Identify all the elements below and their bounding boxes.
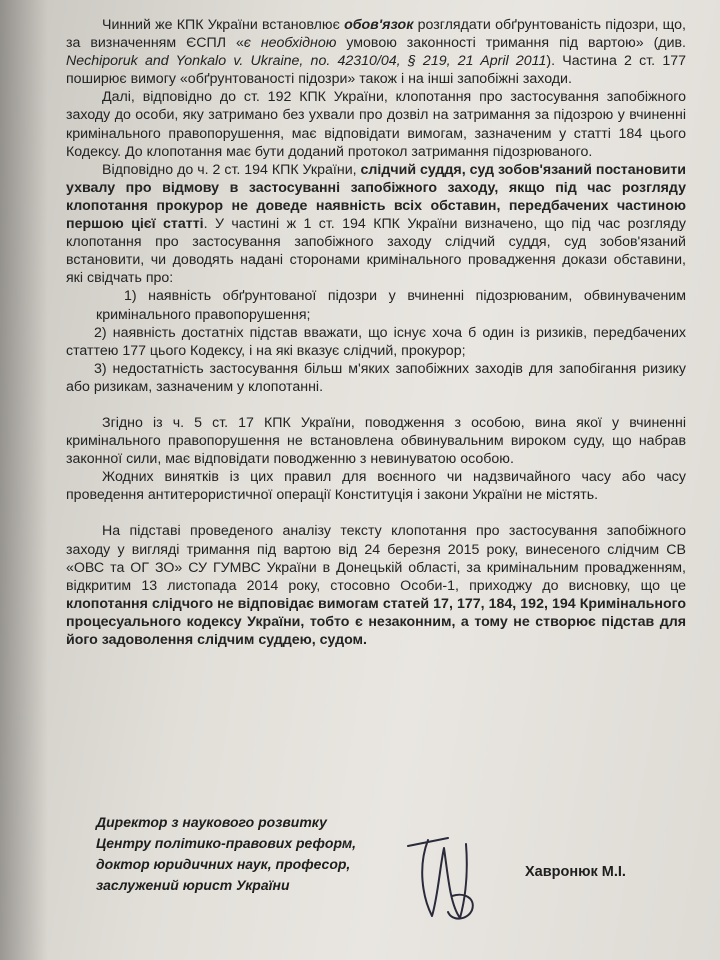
signatory-line: Центру політико-правових реформ, [96,835,357,851]
spacer [66,396,686,414]
text-run: Чинний же КПК України встановлює [102,17,345,33]
paragraph-2: Далі, відповідно до ст. 192 КПК України, клопотання про застосування запобіжного заходу до особи, яку затримано без ухвали про дозвіл на затримання за підозрою у вчиненні кримінального правопорушення, має відповідати вимогам, зазначеним у статті 184 цього Кодексу. До клопотання має бути доданий протокол затримання підозрюваного. [66,89,686,160]
signatory-line: заслужений юрист України [96,877,290,893]
paragraph-3 [66,161,686,288]
paragraph-1 [66,16,686,88]
signatory-line: доктор юридичних наук, професор, [96,856,351,872]
text-run: розглядати обґрунтованість підозри, що, за визначенням ЄСПЛ « [66,17,686,52]
signatory-title [96,812,416,896]
signatory-line: Директор з наукового розвитку [96,814,327,830]
paragraph-5: Жодних винятків із цих правил для воєнного чи надзвичайного часу або часу проведення антитерористичної операції Конституція і закони України не містять. [66,469,686,504]
signatory-name: Хавронюк М.І. [525,864,626,880]
page-edge-shadow [0,0,48,960]
text-run: умовою законності тримання під вартою» (див. [336,35,686,52]
list-item-3: 3) недостатність застосування більш м'яких запобіжних заходів для запобігання ризику або ризикам, зазначеним у клопотанні. [66,360,686,395]
list-item-1: 1) наявність обґрунтованої підозри у вчиненні підозрюваним, обвинуваченим кримінального правопорушення; [96,288,686,323]
paragraph-4: Згідно із ч. 5 ст. 17 КПК України, поводження з особою, вина якої у вчиненні кримінального правопорушення не встановлена обвинувальним вироком суду, що набрав законної сили, має відповідати поводженню з невинуватою особою. [66,414,686,468]
bold-text: слідчий суддя, суд зобов'язаний постановити ухвалу про відмову в застосуванні запобіжного заходу, якщо під час розгляду клопотання прокурор не доведе наявність всіх обставин, передбачених частиною першою цієї статті [66,161,686,233]
text-run: Відповідно до ч. 2 ст. 194 КПК України, [102,161,361,178]
document-body [66,16,686,649]
text-run: ). Частина 2 ст. 177 поширює вимогу «обґрунтованості підозри» також і на інші запобіжні заходи. [66,53,687,88]
case-citation: Nechiporuk and Yonkalo v. Ukraine, no. 42310/04, § 219, 21 April 2011 [66,53,547,70]
emphasis-necessary: є необхідною [243,35,337,52]
text-run: . У частині ж 1 ст. 194 КПК України визначено, що під час розгляду клопотання про застосування запобіжного заходу слідчий суддя, суд зобов'язаний встановити, чи доводять надані сторонами кримінального провадження докази обставини, які свідчать про: [66,216,686,287]
handwritten-signature [388,826,498,930]
spacer [66,504,686,522]
list-item-2: 2) наявність достатніх підстав вважати, що існує хоча б один із ризиків, передбачених статтею 177 цього Кодексу, і на які вказує слідчий, прокурор; [66,324,686,359]
emphasis-obligation: обов'язок [344,17,414,33]
bold-conclusion: клопотання слідчого не відповідає вимогам статей 17, 177, 184, 192, 194 Кримінального процесуального кодексу України, тобто є незаконним, а тому не створює підстав для його задоволення слідчим суддею, судом. [66,595,686,648]
text-run: На підставі проведеного аналізу тексту клопотання про застосування запобіжного заходу у вигляді тримання під вартою від 24 березня 2015 року, винесеного слідчим СВ «ОВС та ОГ ЗО» СУ ГУМВС України в Донецькій області, за кримінальним провадженням, відкритим 13 листопада 2014 року, стосовно Особи-1, приходжу до висновку, що це [66,523,686,594]
paragraph-6 [66,522,686,649]
